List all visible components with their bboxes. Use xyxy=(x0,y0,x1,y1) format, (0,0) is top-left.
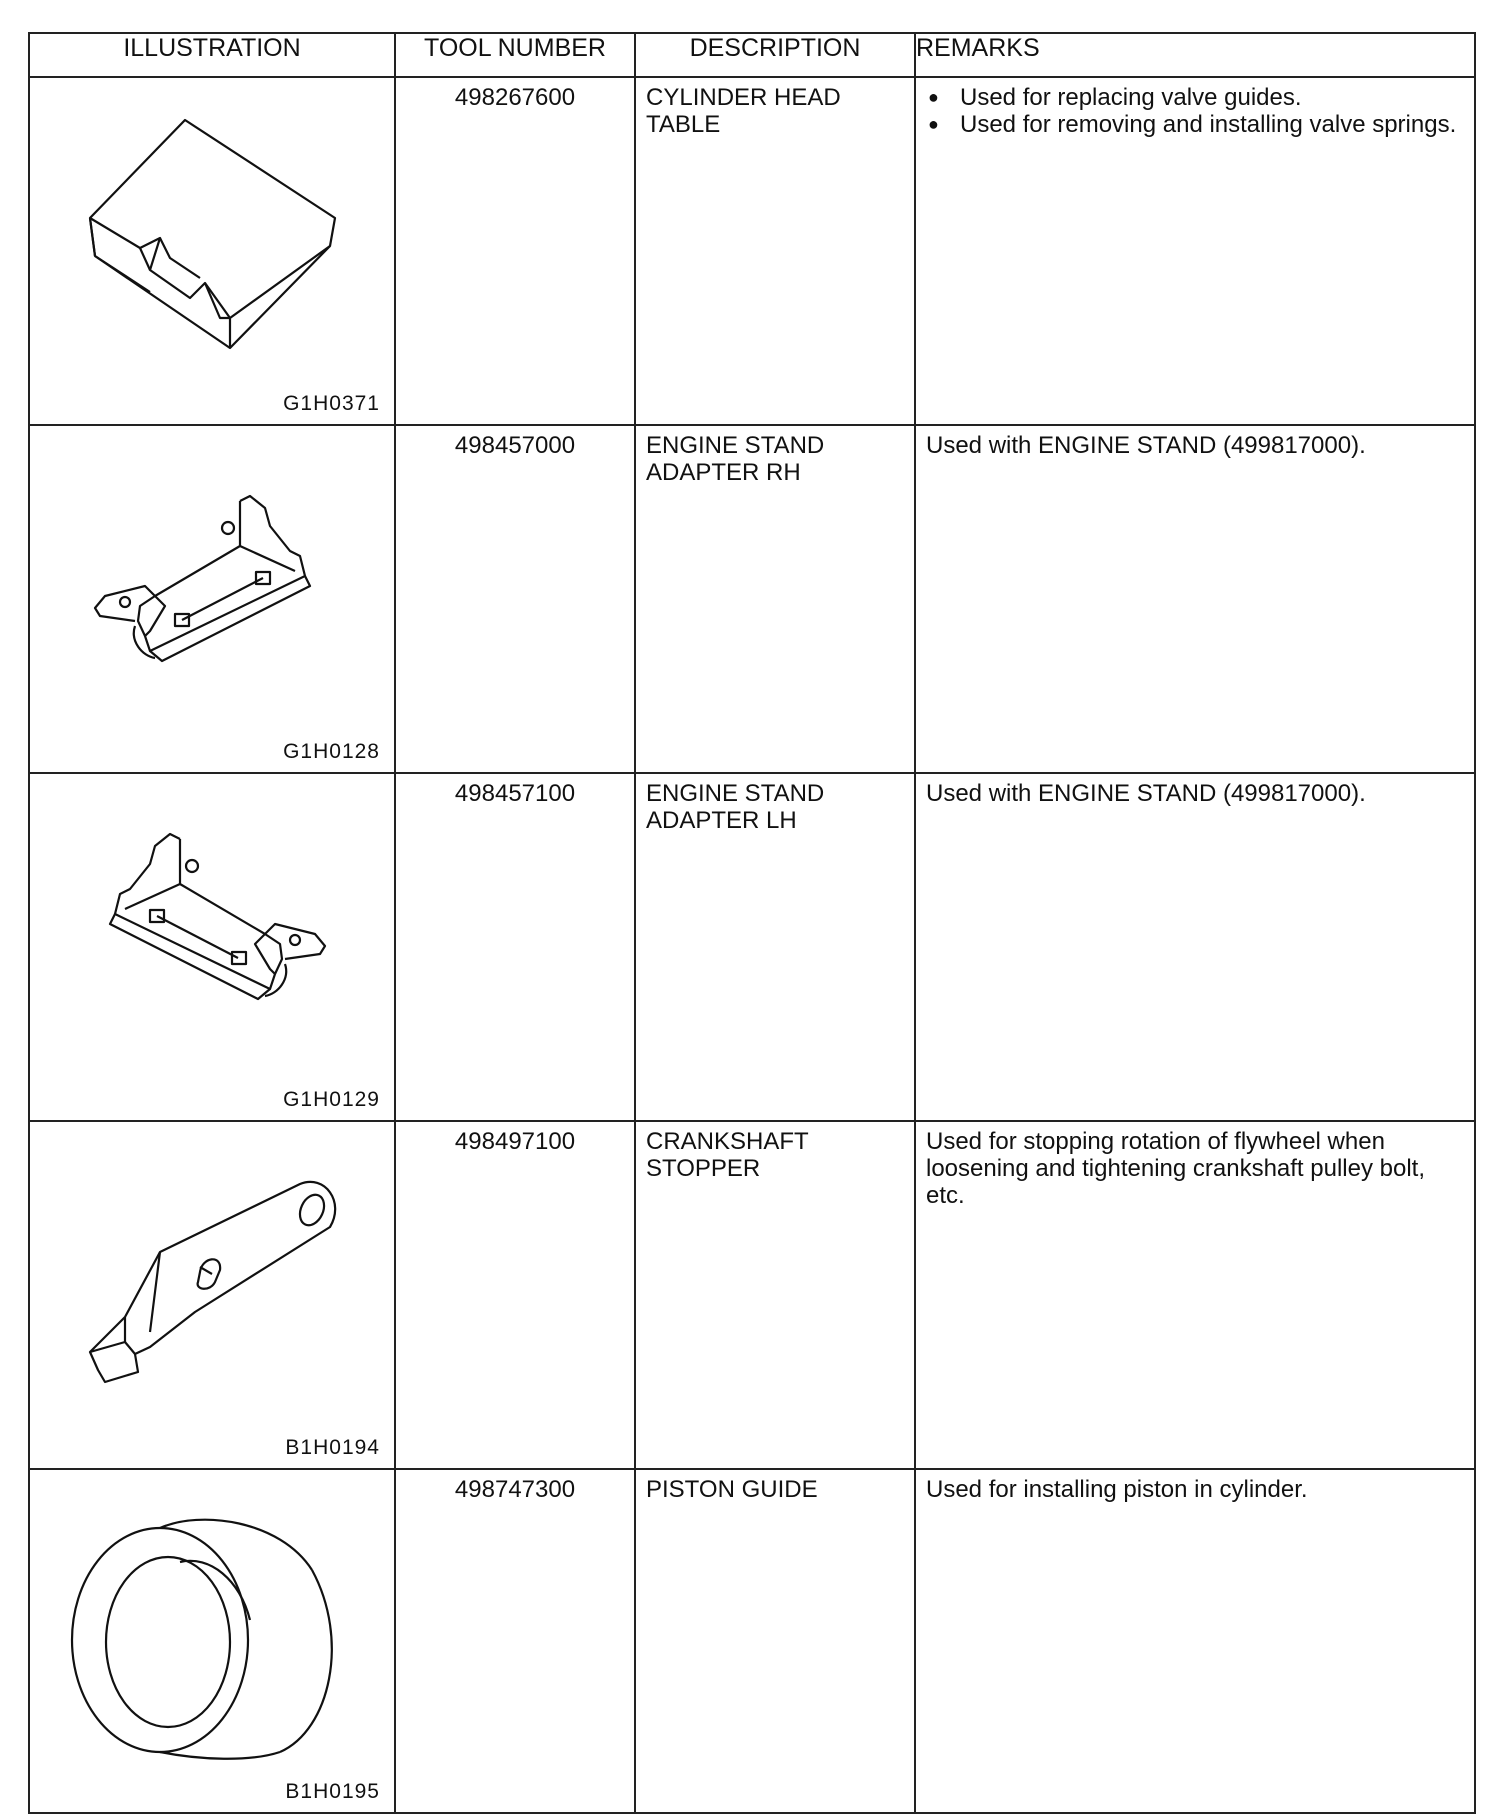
cylinder-head-table-icon xyxy=(50,98,380,368)
illustration-cell xyxy=(29,77,395,425)
header-illustration: ILLUSTRATION xyxy=(29,33,395,77)
engine-stand-adapter-lh-icon xyxy=(50,794,380,1064)
illustration-cell xyxy=(29,1469,395,1813)
illustration-code: G1H0371 xyxy=(283,392,380,415)
table-row xyxy=(29,77,1475,425)
tool-number: 498497100 xyxy=(395,1121,635,1469)
header-remarks: REMARKS xyxy=(915,33,1475,77)
illustration-cell xyxy=(29,425,395,773)
header-description: DESCRIPTION xyxy=(635,33,915,77)
remarks: Used with ENGINE STAND (499817000). xyxy=(915,425,1475,773)
crankshaft-stopper-icon xyxy=(50,1142,380,1412)
tool-number: 498747300 xyxy=(395,1469,635,1813)
table-row xyxy=(29,773,1475,1121)
remarks: Used for stopping rotation of flywheel when loosening and tightening crankshaft pulley bolt, etc. xyxy=(915,1121,1475,1469)
tool-number: 498457000 xyxy=(395,425,635,773)
tool-number: 498267600 xyxy=(395,77,635,425)
illustration-code: G1H0128 xyxy=(283,740,380,763)
description: CRANKSHAFT STOPPER xyxy=(635,1121,915,1469)
remarks: Used with ENGINE STAND (499817000). xyxy=(915,773,1475,1121)
illustration-cell xyxy=(29,1121,395,1469)
remark-item: ● Used for replacing valve guides. xyxy=(926,84,1462,111)
table-row xyxy=(29,425,1475,773)
table-row xyxy=(29,1469,1475,1813)
table-row xyxy=(29,1121,1475,1469)
piston-guide-icon xyxy=(50,1490,380,1760)
header-tool-number: TOOL NUMBER xyxy=(395,33,635,77)
illustration-code: B1H0194 xyxy=(285,1436,380,1459)
remark-item: ● Used for removing and installing valve springs. xyxy=(926,111,1462,138)
engine-stand-adapter-rh-icon xyxy=(50,446,380,716)
illustration-code: G1H0129 xyxy=(283,1088,380,1111)
tool-number: 498457100 xyxy=(395,773,635,1121)
description: CYLINDER HEAD TABLE xyxy=(635,77,915,425)
illustration-code: B1H0195 xyxy=(285,1780,380,1803)
header-row xyxy=(29,33,1475,77)
description: ENGINE STAND ADAPTER RH xyxy=(635,425,915,773)
remarks xyxy=(915,77,1475,425)
special-tools-table xyxy=(28,32,1476,1814)
illustration-cell xyxy=(29,773,395,1121)
description: ENGINE STAND ADAPTER LH xyxy=(635,773,915,1121)
description: PISTON GUIDE xyxy=(635,1469,915,1813)
remarks: Used for installing piston in cylinder. xyxy=(915,1469,1475,1813)
